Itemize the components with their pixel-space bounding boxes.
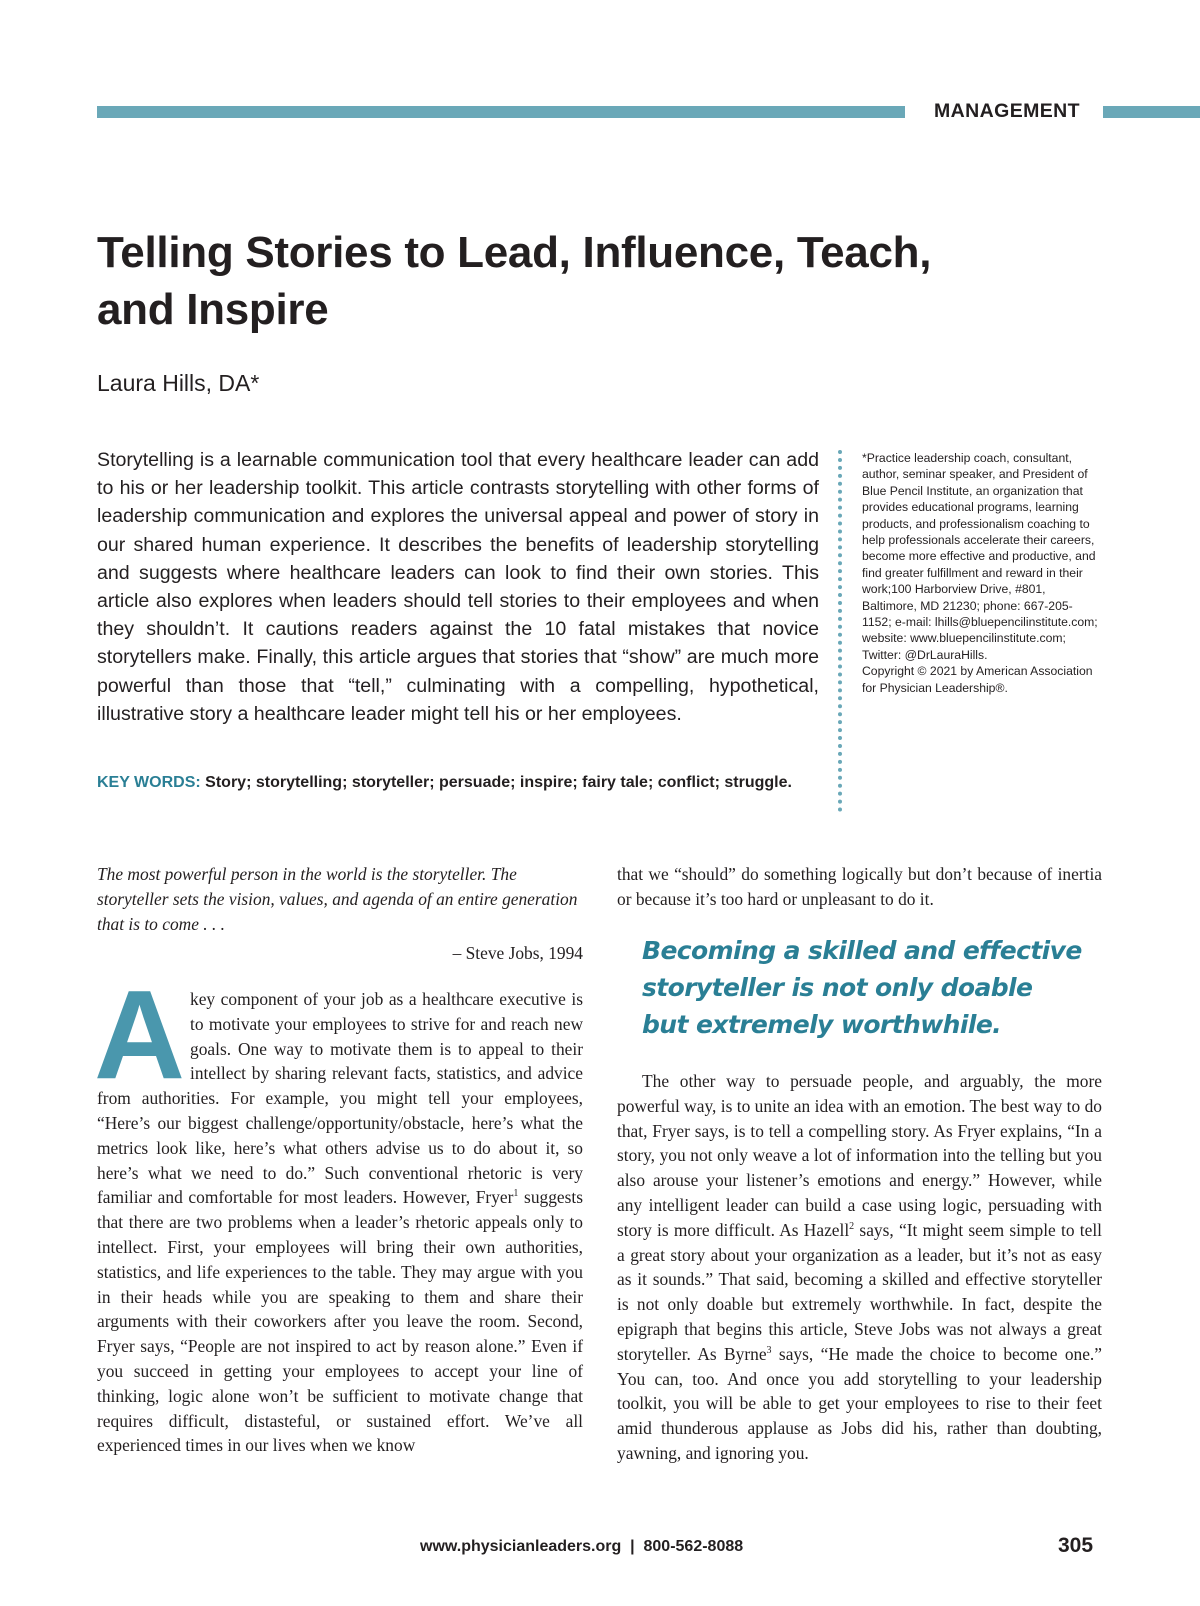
section-label: MANAGEMENT bbox=[934, 100, 1080, 122]
footnote-ref-3[interactable]: 3 bbox=[766, 1344, 772, 1356]
body-right-continuation: that we “should” do something logically but don’t because of inertia or because it’s too hard or unpleasant to do it. bbox=[617, 864, 1102, 909]
body-right-text-2: says, “It might seem simple to tell a great story about your organization as a leader, but it’s not as easy as it sounds.” That said, becoming a skilled and effective storyteller is not only doable but extremely worthwhile. In fact, despite the epigraph that begins this article, Steve Jobs was not always a great storyteller. As Byrne bbox=[617, 1219, 1102, 1364]
author-affiliation-note bbox=[862, 450, 1100, 696]
header-rule-left bbox=[97, 106, 905, 118]
body-left-text-2: suggests that there are two problems when a leader’s rhetoric appeals only to intellect. First, your employees will bring their own authorities, statistics, and life experiences to the table. They may argue with you in their heads while you are speaking to them and share their arguments with their coworkers after you leave the room. Second, Fryer says, “People are not inspired to act by reason alone.” Even if you succeed in getting your employees to accept your line of thinking, logic alone won’t be sufficient to motivate change that requires difficult, distasteful, or sustained effort. We’ve all experienced times in our lives when we know bbox=[97, 1187, 583, 1456]
author-byline: Laura Hills, DA* bbox=[97, 370, 260, 396]
keywords-list: Story; storytelling; storyteller; persuade; inspire; fairy tale; conflict; struggle. bbox=[205, 774, 792, 791]
abstract: Storytelling is a learnable communication tool that every healthcare leader can add to his or her leadership toolkit. This article contrasts storytelling with other forms of leadership communication and explores the universal appeal and power of story in our shared human experience. It describes the benefits of leadership storytelling and suggests where healthcare leaders can look to find their own stories. This article also explores when leaders should tell stories to their employees and when they shouldn’t. It cautions readers against the 10 fatal mistakes that novice storytellers make. Finally, this article argues that stories that “show” are much more powerful than those that “tell,” culminating with a compelling, hypothetical, illustrative story a healthcare leader might tell his or her employees. bbox=[97, 449, 819, 725]
epigraph-quote: The most powerful person in the world is the storyteller. The storyteller sets the vision, values, and agenda of an entire generation that is to come . . . bbox=[97, 864, 578, 934]
dropcap-spacer bbox=[97, 987, 190, 1082]
dotted-divider bbox=[838, 450, 842, 812]
body-right-text-3: says, “He made the choice to become one.” You can, too. And once you add storytelling to your leadership toolkit, you will be able to get your employees to rise to their feet amid thunderous applause as Jobs did his, rather than doubting, yawning, and ignoring you. bbox=[617, 1343, 1102, 1463]
body-left-text-1: key component of your job as a healthcare executive is to motivate your employees to strive for and reach new goals. One way to motivate them is to appeal to their intellect by sharing relevant facts, statistics, and advice from authorities. For example, you might tell your employees, “Here’s our biggest challenge/opportunity/obstacle, here’s what the metrics look like, here’s what others advise us to do about it, so here’s what we need to do.” Such conventional rhetoric is very familiar and comfortable for most leaders. However, Fryer bbox=[97, 989, 583, 1208]
copyright-text: Copyright © 2021 by American Association for Physician Leadership®. bbox=[862, 664, 1093, 695]
page-number: 305 bbox=[1058, 1534, 1094, 1557]
epigraph-attribution: – Steve Jobs, 1994 bbox=[452, 943, 583, 963]
footer-contact: www.physicianleaders.org | 800-562-8088 bbox=[420, 1538, 744, 1555]
keywords-label: KEY WORDS: bbox=[97, 774, 201, 791]
article-title: Telling Stories to Lead, Influence, Teach, and Inspire bbox=[97, 228, 932, 334]
body-right-column bbox=[617, 1069, 1102, 1466]
keywords bbox=[97, 771, 819, 794]
footnote-ref-2[interactable]: 2 bbox=[849, 1220, 855, 1232]
drop-cap: A bbox=[94, 964, 185, 1105]
header-rule-right bbox=[1103, 106, 1200, 118]
body-right-text-1: The other way to persuade people, and arguably, the more powerful way, is to unite an idea with an emotion. The best way to do that, Fryer says, is to tell a compelling story. As Fryer explains, “In a story, you not only weave a lot of information into the telling but you also arouse your listener’s emotions and energy.” However, while any intelligent leader can build a case using logic, persuading with story is more difficult. As Hazell bbox=[617, 1071, 1102, 1240]
body-left-column bbox=[97, 987, 583, 1458]
footnote-ref-1[interactable]: 1 bbox=[513, 1188, 519, 1200]
affiliation-text: *Practice leadership coach, consultant, author, seminar speaker, and President of Blue Pencil Institute, an organization that provides educational programs, learning products, and professionalism coaching to help professionals accelerate their careers, become more effective and productive, and find greater fulfillment and reward in their work;100 Harborview Drive, #801, Baltimore, MD 21230; phone: 667-205-1152; e-mail: lhills@bluepencilinstitute.com; website: www.bluepencilinstitute.com; Twitter: @DrLauraHills. bbox=[862, 451, 1098, 662]
pull-quote: Becoming a skilled and effective storyteller is not only doable but extremely worthwhile. bbox=[642, 936, 1082, 1039]
